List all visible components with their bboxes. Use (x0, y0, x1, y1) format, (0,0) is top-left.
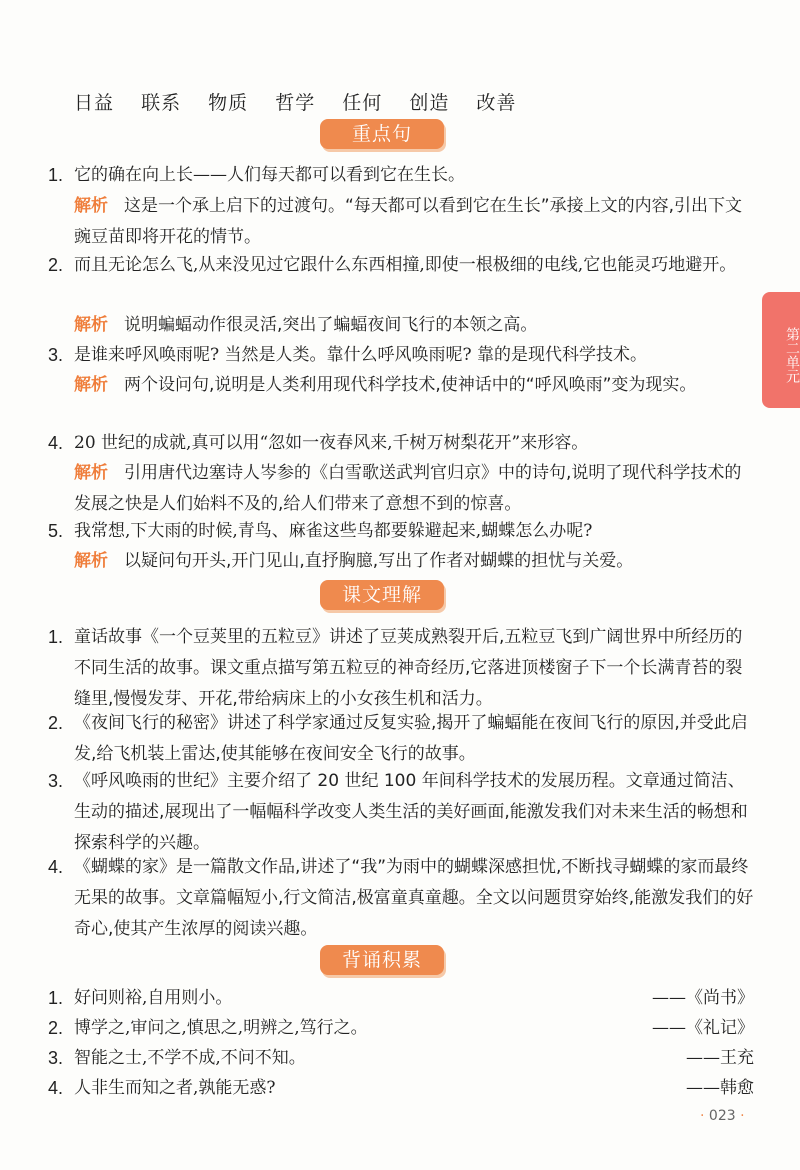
item-number: 2. (48, 255, 64, 275)
item-number: 5. (48, 521, 64, 541)
section-heading-understanding: 课文理解 (320, 580, 444, 610)
recite-source: ——王充 (686, 1048, 754, 1068)
key-sentence-text: 而且无论怎么飞,从来没见过它跟什么东西相撞,即使一根极细的电线,它也能灵巧地避开。 (74, 255, 737, 275)
vocab-word: 创造 (409, 92, 450, 114)
item-number: 1. (48, 988, 64, 1008)
key-sentence-4 (48, 428, 754, 459)
analysis-1 (74, 191, 754, 253)
item-number: 3. (48, 771, 64, 791)
key-sentence-2 (48, 250, 754, 281)
key-sentence-text: 它的确在向上长——人们每天都可以看到它在生长。 (74, 165, 465, 185)
understanding-2 (48, 708, 754, 770)
recite-source: ——《礼记》 (652, 1018, 754, 1038)
page-number (700, 1108, 745, 1124)
recite-3 (48, 1043, 754, 1074)
item-number: 1. (48, 627, 64, 647)
analysis-5 (74, 546, 754, 577)
section-heading-key-sentences: 重点句 (320, 119, 444, 149)
section-heading-recite: 背诵积累 (320, 945, 444, 975)
understanding-3 (48, 766, 754, 859)
vocab-word: 改善 (476, 92, 517, 114)
analysis-label: 解析 (74, 315, 108, 335)
item-number: 2. (48, 1018, 64, 1038)
understanding-1 (48, 622, 754, 715)
analysis-3 (74, 370, 754, 401)
analysis-label: 解析 (74, 551, 108, 571)
recite-source: ——《尚书》 (652, 988, 754, 1008)
vocab-row (74, 88, 536, 115)
item-number: 2. (48, 713, 64, 733)
vocab-word: 日益 (74, 92, 115, 114)
analysis-label: 解析 (74, 375, 108, 395)
recite-text: 博学之,审问之,慎思之,明辨之,笃行之。 (74, 1018, 368, 1038)
item-number: 1. (48, 165, 64, 185)
analysis-text: 这是一个承上启下的过渡句。“每天都可以看到它在生长”承接上文的内容,引出下文豌豆苗即将开花的情节。 (74, 196, 743, 247)
item-number: 4. (48, 1078, 64, 1098)
item-number: 4. (48, 857, 64, 877)
recite-4 (48, 1073, 754, 1104)
analysis-text: 以疑问句开头,开门见山,直抒胸臆,写出了作者对蝴蝶的担忧与关爱。 (124, 551, 634, 571)
key-sentence-1 (48, 160, 754, 191)
key-sentence-3 (48, 340, 754, 371)
item-number: 4. (48, 433, 64, 453)
understanding-text: 《夜间飞行的秘密》讲述了科学家通过反复实验,揭开了蝙蝠能在夜间飞行的原因,并受此启发,给飞机装上雷达,使其能够在夜间安全飞行的故事。 (74, 713, 748, 764)
understanding-4 (48, 852, 754, 945)
vocab-word: 任何 (342, 92, 383, 114)
recite-text: 好问则裕,自用则小。 (74, 988, 233, 1008)
recite-text: 人非生而知之者,孰能无惑? (74, 1078, 276, 1098)
analysis-text: 引用唐代边塞诗人岑参的《白雪歌送武判官归京》中的诗句,说明了现代科学技术的发展之快是人们始料不及的,给人们带来了意想不到的惊喜。 (74, 463, 742, 514)
key-sentence-5 (48, 516, 754, 547)
dot-icon: · (700, 1108, 705, 1124)
item-number: 3. (48, 345, 64, 365)
understanding-text: 《蝴蝶的家》是一篇散文作品,讲述了“我”为雨中的蝴蝶深感担忧,不断找寻蝴蝶的家而最终无果的故事。文章篇幅短小,行文简洁,极富童真童趣。全文以问题贯穿始终,能激发我们的好奇心,使其产生浓厚的阅读兴趣。 (74, 857, 754, 939)
page-number-text: 023 (708, 1108, 736, 1124)
key-sentence-text: 20 世纪的成就,真可以用“忽如一夜春风来,千树万树梨花开”来形容。 (74, 433, 589, 453)
understanding-text: 《呼风唤雨的世纪》主要介绍了 20 世纪 100 年间科学技术的发展历程。文章通过简洁、生动的描述,展现出了一幅幅科学改变人类生活的美好画面,能激发我们对未来生活的畅想和探索科学的兴趣。 (74, 771, 748, 853)
recite-text: 智能之士,不学不成,不问不知。 (74, 1048, 306, 1068)
item-number: 3. (48, 1048, 64, 1068)
analysis-label: 解析 (74, 196, 108, 216)
analysis-2 (74, 310, 754, 341)
dot-icon: · (740, 1108, 745, 1124)
unit-side-tab: 第二单元 (762, 292, 800, 408)
recite-1 (48, 983, 754, 1014)
understanding-text: 童话故事《一个豆荚里的五粒豆》讲述了豆荚成熟裂开后,五粒豆飞到广阔世界中所经历的不同生活的故事。课文重点描写第五粒豆的神奇经历,它落进顶楼窗子下一个长满青苔的裂缝里,慢慢发芽、开花,带给病床上的小女孩生机和活力。 (74, 627, 743, 709)
analysis-4 (74, 458, 754, 520)
analysis-text: 两个设问句,说明是人类利用现代科学技术,使神话中的“呼风唤雨”变为现实。 (124, 375, 697, 395)
vocab-word: 哲学 (275, 92, 316, 114)
recite-source: ——韩愈 (686, 1078, 754, 1098)
vocab-word: 联系 (141, 92, 182, 114)
key-sentence-text: 我常想,下大雨的时候,青鸟、麻雀这些鸟都要躲避起来,蝴蝶怎么办呢? (74, 521, 593, 541)
key-sentence-text: 是谁来呼风唤雨呢? 当然是人类。靠什么呼风唤雨呢? 靠的是现代科学技术。 (74, 345, 648, 365)
recite-2 (48, 1013, 754, 1044)
analysis-label: 解析 (74, 463, 108, 483)
analysis-text: 说明蝙蝠动作很灵活,突出了蝙蝠夜间飞行的本领之高。 (124, 315, 538, 335)
vocab-word: 物质 (208, 92, 249, 114)
